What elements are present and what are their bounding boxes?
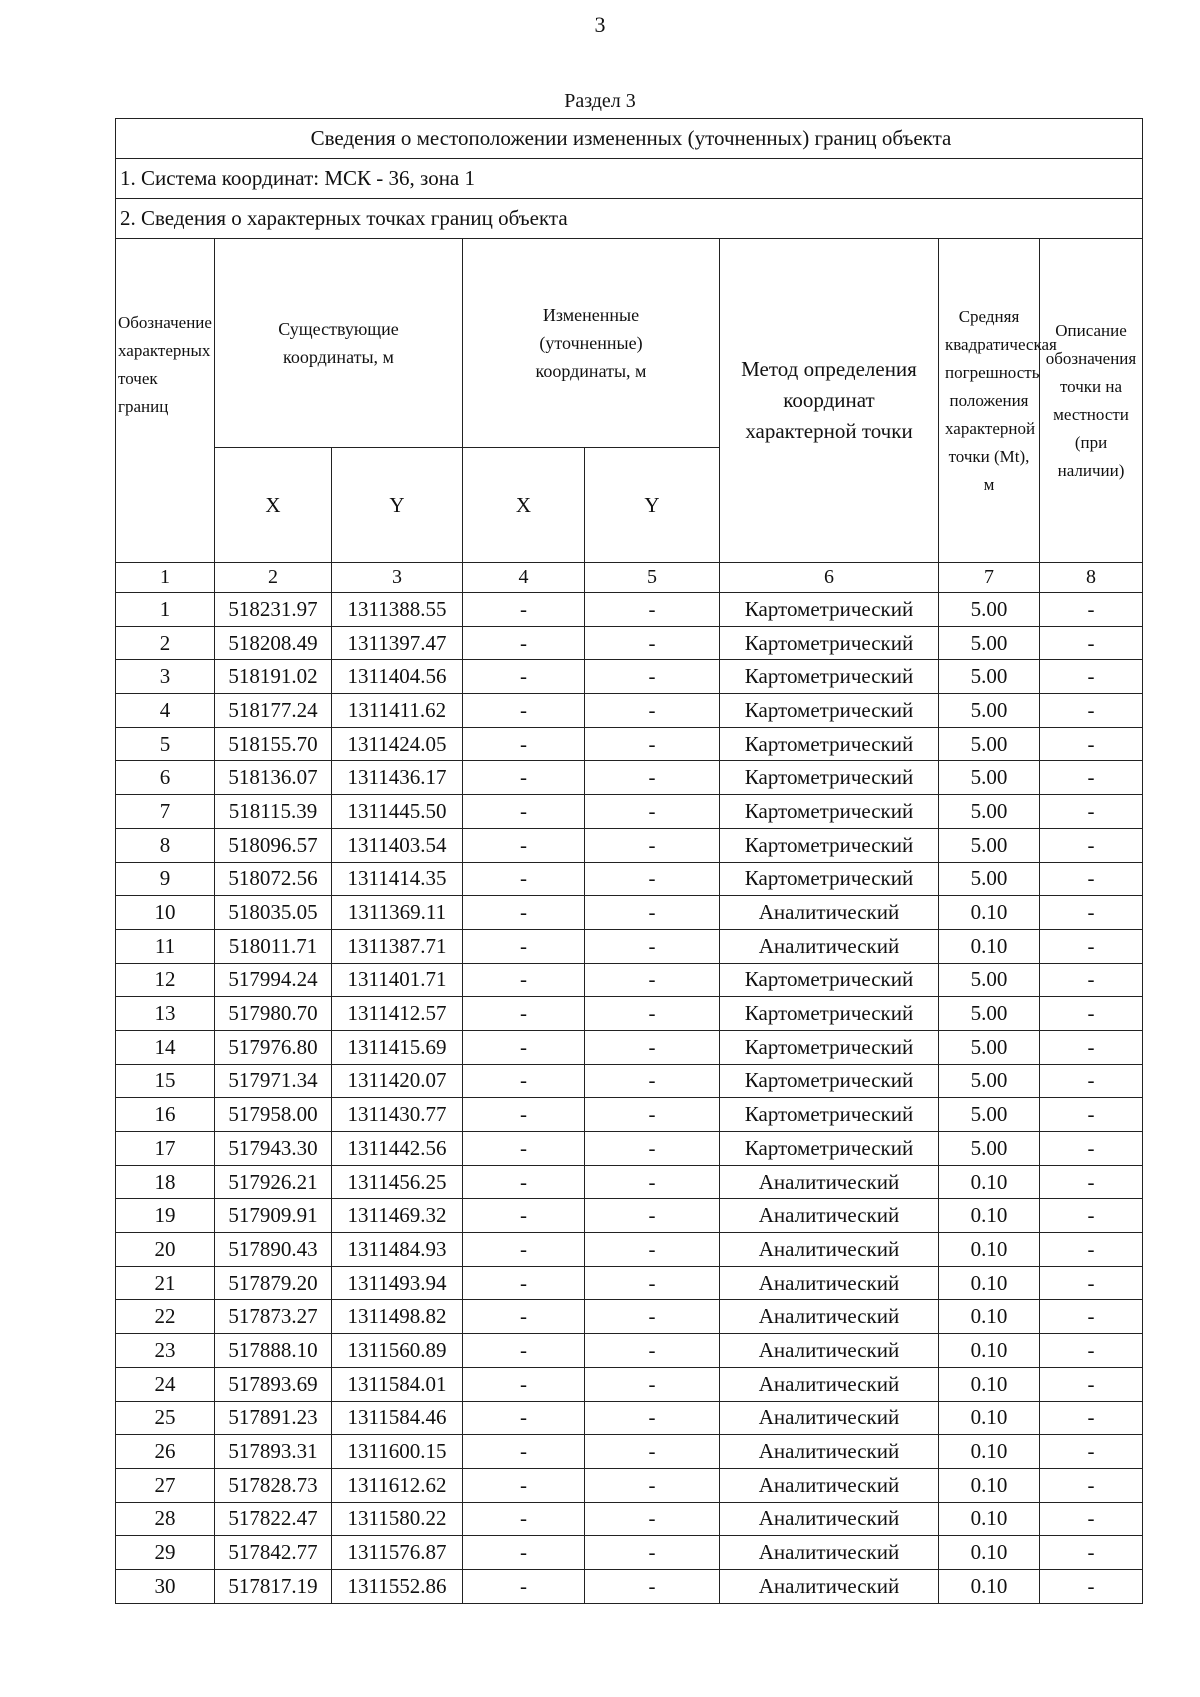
boundary-points-table bbox=[115, 118, 1143, 1604]
cell-changed-y: - bbox=[585, 828, 720, 862]
cell-method: Аналитический bbox=[720, 1435, 939, 1469]
cell-changed-x: - bbox=[463, 1334, 585, 1368]
cell-description: - bbox=[1040, 1468, 1143, 1502]
cell-method: Картометрический bbox=[720, 1030, 939, 1064]
cell-changed-x: - bbox=[463, 593, 585, 627]
cell-description: - bbox=[1040, 1132, 1143, 1166]
cell-point-id: 26 bbox=[116, 1435, 215, 1469]
cell-method: Картометрический bbox=[720, 593, 939, 627]
table-row bbox=[116, 1468, 1143, 1502]
cell-changed-x: - bbox=[463, 1401, 585, 1435]
cell-existing-y: 1311445.50 bbox=[332, 795, 463, 829]
table-row bbox=[116, 795, 1143, 829]
points-info-heading: 2. Сведения о характерных точках границ объекта bbox=[116, 199, 1143, 239]
cell-rmse: 5.00 bbox=[939, 660, 1040, 694]
cell-changed-x: - bbox=[463, 727, 585, 761]
cell-changed-y: - bbox=[585, 1199, 720, 1233]
cell-existing-y: 1311388.55 bbox=[332, 593, 463, 627]
cell-rmse: 0.10 bbox=[939, 1468, 1040, 1502]
cell-point-id: 17 bbox=[116, 1132, 215, 1166]
table-row bbox=[116, 896, 1143, 930]
cell-existing-y: 1311415.69 bbox=[332, 1030, 463, 1064]
cell-existing-y: 1311600.15 bbox=[332, 1435, 463, 1469]
cell-existing-y: 1311552.86 bbox=[332, 1569, 463, 1603]
cell-description: - bbox=[1040, 1233, 1143, 1267]
cell-existing-x: 517888.10 bbox=[215, 1334, 332, 1368]
cell-point-id: 10 bbox=[116, 896, 215, 930]
cell-rmse: 0.10 bbox=[939, 1401, 1040, 1435]
cell-changed-x: - bbox=[463, 1468, 585, 1502]
column-number: 7 bbox=[939, 563, 1040, 593]
cell-rmse: 5.00 bbox=[939, 1064, 1040, 1098]
table-row bbox=[116, 1199, 1143, 1233]
cell-changed-y: - bbox=[585, 660, 720, 694]
cell-method: Картометрический bbox=[720, 1098, 939, 1132]
cell-changed-x: - bbox=[463, 761, 585, 795]
cell-method: Аналитический bbox=[720, 929, 939, 963]
cell-existing-y: 1311442.56 bbox=[332, 1132, 463, 1166]
cell-description: - bbox=[1040, 593, 1143, 627]
cell-description: - bbox=[1040, 761, 1143, 795]
cell-changed-x: - bbox=[463, 1199, 585, 1233]
cell-existing-x: 517842.77 bbox=[215, 1536, 332, 1570]
table-row bbox=[116, 1098, 1143, 1132]
cell-rmse: 5.00 bbox=[939, 1030, 1040, 1064]
cell-point-id: 6 bbox=[116, 761, 215, 795]
table-row bbox=[116, 761, 1143, 795]
table-row bbox=[116, 1064, 1143, 1098]
cell-description: - bbox=[1040, 862, 1143, 896]
cell-description: - bbox=[1040, 1098, 1143, 1132]
cell-changed-y: - bbox=[585, 1401, 720, 1435]
cell-changed-x: - bbox=[463, 1367, 585, 1401]
cell-method: Картометрический bbox=[720, 626, 939, 660]
cell-existing-y: 1311403.54 bbox=[332, 828, 463, 862]
cell-changed-y: - bbox=[585, 1165, 720, 1199]
cell-existing-x: 517873.27 bbox=[215, 1300, 332, 1334]
cell-existing-x: 518177.24 bbox=[215, 694, 332, 728]
cell-description: - bbox=[1040, 694, 1143, 728]
cell-point-id: 19 bbox=[116, 1199, 215, 1233]
cell-description: - bbox=[1040, 1536, 1143, 1570]
cell-rmse: 0.10 bbox=[939, 896, 1040, 930]
header-point-designation: Обозначение характерных точек границ bbox=[116, 239, 215, 563]
cell-changed-x: - bbox=[463, 896, 585, 930]
table-row bbox=[116, 1569, 1143, 1603]
cell-point-id: 13 bbox=[116, 997, 215, 1031]
cell-changed-x: - bbox=[463, 795, 585, 829]
table-row bbox=[116, 1030, 1143, 1064]
cell-changed-x: - bbox=[463, 963, 585, 997]
cell-method: Картометрический bbox=[720, 694, 939, 728]
table-row bbox=[116, 862, 1143, 896]
header-changed-y: Y bbox=[585, 448, 720, 563]
cell-method: Аналитический bbox=[720, 1199, 939, 1233]
cell-point-id: 23 bbox=[116, 1334, 215, 1368]
cell-existing-x: 517817.19 bbox=[215, 1569, 332, 1603]
cell-changed-y: - bbox=[585, 1064, 720, 1098]
cell-existing-x: 518011.71 bbox=[215, 929, 332, 963]
cell-changed-y: - bbox=[585, 1502, 720, 1536]
cell-existing-y: 1311498.82 bbox=[332, 1300, 463, 1334]
cell-rmse: 5.00 bbox=[939, 828, 1040, 862]
cell-changed-y: - bbox=[585, 795, 720, 829]
table-row bbox=[116, 626, 1143, 660]
cell-point-id: 18 bbox=[116, 1165, 215, 1199]
cell-point-id: 4 bbox=[116, 694, 215, 728]
header-changed-coords: Измененные (уточненные) координаты, м bbox=[463, 239, 720, 448]
cell-point-id: 28 bbox=[116, 1502, 215, 1536]
cell-rmse: 0.10 bbox=[939, 1300, 1040, 1334]
cell-existing-y: 1311576.87 bbox=[332, 1536, 463, 1570]
table-row bbox=[116, 1401, 1143, 1435]
cell-rmse: 5.00 bbox=[939, 862, 1040, 896]
cell-existing-x: 518035.05 bbox=[215, 896, 332, 930]
cell-point-id: 8 bbox=[116, 828, 215, 862]
cell-method: Аналитический bbox=[720, 1334, 939, 1368]
cell-existing-y: 1311584.01 bbox=[332, 1367, 463, 1401]
cell-existing-y: 1311420.07 bbox=[332, 1064, 463, 1098]
cell-existing-y: 1311484.93 bbox=[332, 1233, 463, 1267]
cell-point-id: 27 bbox=[116, 1468, 215, 1502]
cell-changed-x: - bbox=[463, 828, 585, 862]
cell-existing-x: 518208.49 bbox=[215, 626, 332, 660]
cell-point-id: 3 bbox=[116, 660, 215, 694]
cell-existing-y: 1311411.62 bbox=[332, 694, 463, 728]
cell-changed-x: - bbox=[463, 1266, 585, 1300]
cell-changed-y: - bbox=[585, 963, 720, 997]
cell-method: Аналитический bbox=[720, 1233, 939, 1267]
header-existing-x: X bbox=[215, 448, 332, 563]
cell-changed-y: - bbox=[585, 1266, 720, 1300]
coordinate-system: 1. Система координат: МСК - 36, зона 1 bbox=[116, 159, 1143, 199]
cell-description: - bbox=[1040, 1401, 1143, 1435]
cell-point-id: 15 bbox=[116, 1064, 215, 1098]
cell-rmse: 0.10 bbox=[939, 1569, 1040, 1603]
cell-rmse: 5.00 bbox=[939, 727, 1040, 761]
cell-description: - bbox=[1040, 1064, 1143, 1098]
cell-existing-y: 1311414.35 bbox=[332, 862, 463, 896]
cell-existing-x: 517971.34 bbox=[215, 1064, 332, 1098]
cell-changed-y: - bbox=[585, 862, 720, 896]
header-existing-coords: Существующие координаты, м bbox=[215, 239, 463, 448]
cell-changed-y: - bbox=[585, 727, 720, 761]
table-row bbox=[116, 828, 1143, 862]
table-row bbox=[116, 1165, 1143, 1199]
cell-point-id: 14 bbox=[116, 1030, 215, 1064]
column-number: 5 bbox=[585, 563, 720, 593]
cell-existing-x: 517893.69 bbox=[215, 1367, 332, 1401]
cell-point-id: 22 bbox=[116, 1300, 215, 1334]
table-row bbox=[116, 694, 1143, 728]
cell-description: - bbox=[1040, 626, 1143, 660]
cell-existing-y: 1311469.32 bbox=[332, 1199, 463, 1233]
table-row bbox=[116, 997, 1143, 1031]
header-rmse: Средняя квадратическая погрешность положения характерной точки (Mt), м bbox=[939, 239, 1040, 563]
table-row bbox=[116, 1132, 1143, 1166]
cell-rmse: 0.10 bbox=[939, 929, 1040, 963]
cell-rmse: 5.00 bbox=[939, 593, 1040, 627]
cell-changed-y: - bbox=[585, 1300, 720, 1334]
table-title: Сведения о местоположении измененных (уточненных) границ объекта bbox=[116, 119, 1143, 159]
column-number: 8 bbox=[1040, 563, 1143, 593]
cell-rmse: 0.10 bbox=[939, 1435, 1040, 1469]
cell-point-id: 5 bbox=[116, 727, 215, 761]
cell-description: - bbox=[1040, 1502, 1143, 1536]
cell-rmse: 5.00 bbox=[939, 963, 1040, 997]
cell-method: Картометрический bbox=[720, 963, 939, 997]
cell-rmse: 5.00 bbox=[939, 795, 1040, 829]
cell-existing-x: 517909.91 bbox=[215, 1199, 332, 1233]
cell-rmse: 5.00 bbox=[939, 1132, 1040, 1166]
table-row bbox=[116, 929, 1143, 963]
cell-existing-x: 517893.31 bbox=[215, 1435, 332, 1469]
cell-existing-x: 517976.80 bbox=[215, 1030, 332, 1064]
table-row bbox=[116, 593, 1143, 627]
cell-point-id: 16 bbox=[116, 1098, 215, 1132]
cell-changed-y: - bbox=[585, 997, 720, 1031]
cell-method: Картометрический bbox=[720, 997, 939, 1031]
cell-rmse: 0.10 bbox=[939, 1233, 1040, 1267]
cell-description: - bbox=[1040, 1435, 1143, 1469]
table-row bbox=[116, 1536, 1143, 1570]
cell-method: Картометрический bbox=[720, 761, 939, 795]
cell-changed-x: - bbox=[463, 862, 585, 896]
cell-description: - bbox=[1040, 929, 1143, 963]
cell-method: Аналитический bbox=[720, 1536, 939, 1570]
cell-changed-x: - bbox=[463, 660, 585, 694]
cell-method: Аналитический bbox=[720, 1401, 939, 1435]
column-number: 6 bbox=[720, 563, 939, 593]
table-row bbox=[116, 1233, 1143, 1267]
cell-existing-y: 1311404.56 bbox=[332, 660, 463, 694]
table-row bbox=[116, 727, 1143, 761]
cell-description: - bbox=[1040, 997, 1143, 1031]
table-row bbox=[116, 1435, 1143, 1469]
cell-existing-x: 518191.02 bbox=[215, 660, 332, 694]
column-number: 4 bbox=[463, 563, 585, 593]
cell-existing-x: 517879.20 bbox=[215, 1266, 332, 1300]
header-changed-x: X bbox=[463, 448, 585, 563]
cell-changed-x: - bbox=[463, 1132, 585, 1166]
cell-method: Аналитический bbox=[720, 1569, 939, 1603]
cell-point-id: 20 bbox=[116, 1233, 215, 1267]
cell-description: - bbox=[1040, 1030, 1143, 1064]
cell-point-id: 29 bbox=[116, 1536, 215, 1570]
page-number: 3 bbox=[594, 12, 606, 37]
cell-method: Аналитический bbox=[720, 1502, 939, 1536]
cell-description: - bbox=[1040, 660, 1143, 694]
cell-existing-x: 517926.21 bbox=[215, 1165, 332, 1199]
cell-method: Аналитический bbox=[720, 1266, 939, 1300]
table-row bbox=[116, 1367, 1143, 1401]
cell-description: - bbox=[1040, 795, 1143, 829]
cell-point-id: 2 bbox=[116, 626, 215, 660]
cell-existing-y: 1311397.47 bbox=[332, 626, 463, 660]
cell-method: Картометрический bbox=[720, 862, 939, 896]
cell-method: Картометрический bbox=[720, 828, 939, 862]
cell-point-id: 25 bbox=[116, 1401, 215, 1435]
cell-rmse: 0.10 bbox=[939, 1266, 1040, 1300]
cell-rmse: 0.10 bbox=[939, 1334, 1040, 1368]
cell-point-id: 11 bbox=[116, 929, 215, 963]
table-row bbox=[116, 1334, 1143, 1368]
cell-existing-x: 518096.57 bbox=[215, 828, 332, 862]
cell-method: Аналитический bbox=[720, 1165, 939, 1199]
cell-changed-y: - bbox=[585, 896, 720, 930]
cell-existing-x: 518231.97 bbox=[215, 593, 332, 627]
cell-method: Аналитический bbox=[720, 896, 939, 930]
cell-description: - bbox=[1040, 828, 1143, 862]
cell-existing-x: 517994.24 bbox=[215, 963, 332, 997]
cell-existing-y: 1311412.57 bbox=[332, 997, 463, 1031]
cell-description: - bbox=[1040, 1367, 1143, 1401]
cell-changed-y: - bbox=[585, 694, 720, 728]
cell-changed-y: - bbox=[585, 1536, 720, 1570]
cell-description: - bbox=[1040, 896, 1143, 930]
cell-existing-x: 517943.30 bbox=[215, 1132, 332, 1166]
cell-existing-x: 517828.73 bbox=[215, 1468, 332, 1502]
column-number: 1 bbox=[116, 563, 215, 593]
cell-description: - bbox=[1040, 1569, 1143, 1603]
cell-existing-y: 1311387.71 bbox=[332, 929, 463, 963]
cell-point-id: 1 bbox=[116, 593, 215, 627]
cell-existing-y: 1311369.11 bbox=[332, 896, 463, 930]
cell-method: Картометрический bbox=[720, 1064, 939, 1098]
cell-changed-y: - bbox=[585, 1098, 720, 1132]
cell-description: - bbox=[1040, 1334, 1143, 1368]
cell-existing-y: 1311401.71 bbox=[332, 963, 463, 997]
cell-changed-x: - bbox=[463, 1233, 585, 1267]
cell-existing-y: 1311430.77 bbox=[332, 1098, 463, 1132]
cell-existing-y: 1311580.22 bbox=[332, 1502, 463, 1536]
cell-changed-x: - bbox=[463, 1098, 585, 1132]
cell-existing-y: 1311584.46 bbox=[332, 1401, 463, 1435]
cell-existing-x: 518136.07 bbox=[215, 761, 332, 795]
cell-changed-x: - bbox=[463, 1569, 585, 1603]
cell-changed-x: - bbox=[463, 1165, 585, 1199]
cell-changed-y: - bbox=[585, 1569, 720, 1603]
cell-method: Аналитический bbox=[720, 1300, 939, 1334]
cell-method: Аналитический bbox=[720, 1468, 939, 1502]
cell-changed-y: - bbox=[585, 761, 720, 795]
cell-changed-x: - bbox=[463, 929, 585, 963]
cell-existing-x: 517891.23 bbox=[215, 1401, 332, 1435]
header-method: Метод определения координат характерной точки bbox=[720, 239, 939, 563]
cell-method: Картометрический bbox=[720, 795, 939, 829]
cell-changed-y: - bbox=[585, 929, 720, 963]
cell-changed-x: - bbox=[463, 997, 585, 1031]
cell-description: - bbox=[1040, 963, 1143, 997]
cell-changed-y: - bbox=[585, 1435, 720, 1469]
cell-point-id: 24 bbox=[116, 1367, 215, 1401]
cell-method: Аналитический bbox=[720, 1367, 939, 1401]
cell-existing-y: 1311493.94 bbox=[332, 1266, 463, 1300]
column-number: 2 bbox=[215, 563, 332, 593]
cell-changed-y: - bbox=[585, 593, 720, 627]
cell-rmse: 0.10 bbox=[939, 1536, 1040, 1570]
cell-method: Картометрический bbox=[720, 1132, 939, 1166]
cell-changed-x: - bbox=[463, 1502, 585, 1536]
cell-existing-x: 517980.70 bbox=[215, 997, 332, 1031]
cell-description: - bbox=[1040, 1266, 1143, 1300]
cell-existing-y: 1311424.05 bbox=[332, 727, 463, 761]
cell-changed-x: - bbox=[463, 1536, 585, 1570]
table-row bbox=[116, 963, 1143, 997]
cell-existing-y: 1311612.62 bbox=[332, 1468, 463, 1502]
cell-existing-x: 518155.70 bbox=[215, 727, 332, 761]
cell-changed-x: - bbox=[463, 1300, 585, 1334]
cell-rmse: 5.00 bbox=[939, 694, 1040, 728]
cell-existing-x: 518072.56 bbox=[215, 862, 332, 896]
cell-changed-y: - bbox=[585, 1468, 720, 1502]
cell-point-id: 30 bbox=[116, 1569, 215, 1603]
cell-rmse: 5.00 bbox=[939, 626, 1040, 660]
cell-method: Картометрический bbox=[720, 660, 939, 694]
cell-changed-x: - bbox=[463, 626, 585, 660]
table-row bbox=[116, 1300, 1143, 1334]
cell-changed-x: - bbox=[463, 694, 585, 728]
cell-rmse: 5.00 bbox=[939, 1098, 1040, 1132]
cell-point-id: 7 bbox=[116, 795, 215, 829]
cell-changed-y: - bbox=[585, 1233, 720, 1267]
cell-existing-y: 1311560.89 bbox=[332, 1334, 463, 1368]
cell-changed-y: - bbox=[585, 1030, 720, 1064]
cell-changed-x: - bbox=[463, 1435, 585, 1469]
cell-existing-x: 517822.47 bbox=[215, 1502, 332, 1536]
cell-changed-x: - bbox=[463, 1064, 585, 1098]
cell-rmse: 5.00 bbox=[939, 761, 1040, 795]
header-existing-y: Y bbox=[332, 448, 463, 563]
cell-point-id: 12 bbox=[116, 963, 215, 997]
cell-description: - bbox=[1040, 727, 1143, 761]
cell-existing-y: 1311456.25 bbox=[332, 1165, 463, 1199]
cell-description: - bbox=[1040, 1199, 1143, 1233]
table-row bbox=[116, 1266, 1143, 1300]
cell-point-id: 9 bbox=[116, 862, 215, 896]
cell-changed-y: - bbox=[585, 626, 720, 660]
cell-changed-y: - bbox=[585, 1367, 720, 1401]
table-row bbox=[116, 660, 1143, 694]
cell-existing-x: 517890.43 bbox=[215, 1233, 332, 1267]
cell-rmse: 0.10 bbox=[939, 1165, 1040, 1199]
cell-rmse: 0.10 bbox=[939, 1502, 1040, 1536]
header-description: Описание обозначения точки на местности (при наличии) bbox=[1040, 239, 1143, 563]
cell-rmse: 0.10 bbox=[939, 1367, 1040, 1401]
cell-existing-x: 518115.39 bbox=[215, 795, 332, 829]
cell-method: Картометрический bbox=[720, 727, 939, 761]
cell-rmse: 0.10 bbox=[939, 1199, 1040, 1233]
cell-changed-x: - bbox=[463, 1030, 585, 1064]
table-row bbox=[116, 1502, 1143, 1536]
cell-point-id: 21 bbox=[116, 1266, 215, 1300]
cell-existing-x: 517958.00 bbox=[215, 1098, 332, 1132]
cell-existing-y: 1311436.17 bbox=[332, 761, 463, 795]
cell-changed-y: - bbox=[585, 1334, 720, 1368]
cell-rmse: 5.00 bbox=[939, 997, 1040, 1031]
cell-description: - bbox=[1040, 1300, 1143, 1334]
cell-description: - bbox=[1040, 1165, 1143, 1199]
section-label: Раздел 3 bbox=[564, 90, 636, 112]
cell-changed-y: - bbox=[585, 1132, 720, 1166]
column-number: 3 bbox=[332, 563, 463, 593]
